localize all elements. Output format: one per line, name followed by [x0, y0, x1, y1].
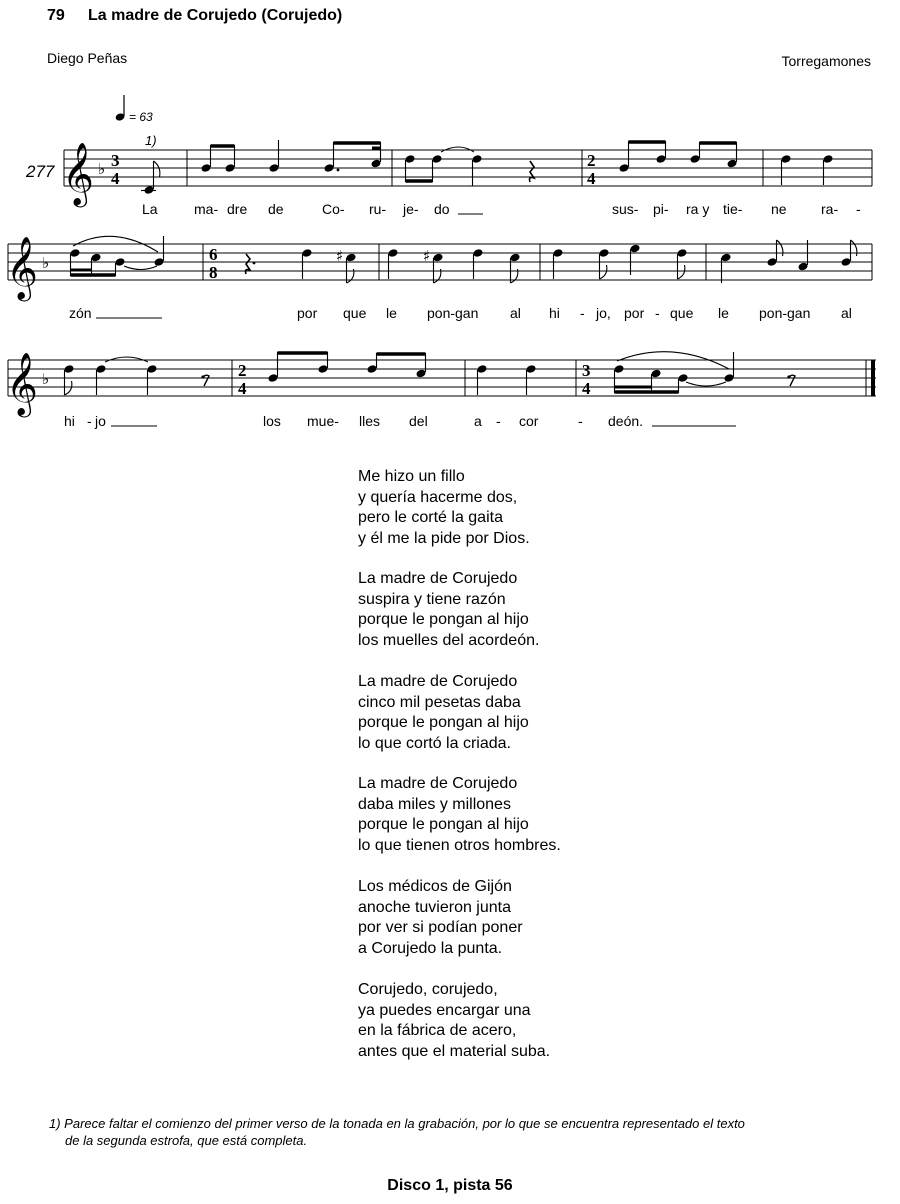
svg-text:ra y: ra y [686, 201, 710, 217]
verse-line: La madre de Corujedo [358, 775, 518, 792]
stanza [358, 467, 530, 549]
verse-line: lo que tienen otros hombres. [358, 836, 561, 854]
svg-text:del: del [409, 413, 428, 429]
verse-line: por ver si podían poner [358, 919, 523, 937]
svg-text:pon-gan: pon-gan [427, 305, 479, 321]
time-signature-2-4-b [238, 361, 247, 398]
svg-text:al: al [510, 305, 521, 321]
song-number: 79 [47, 7, 65, 24]
svg-text:al: al [841, 305, 852, 321]
system-number: 277 [26, 162, 55, 181]
song-title: La madre de Corujedo (Corujedo) [88, 7, 343, 24]
flat-key-signature-icon: ♭ [98, 160, 106, 178]
staff-system-1 [64, 150, 872, 186]
treble-clef-icon: 𝄞 [6, 352, 38, 415]
verse-line: Me hizo un fillo [358, 468, 465, 485]
svg-text:ne: ne [771, 201, 787, 217]
footnote-line-1: 1) Parece faltar el comienzo del primer verso de la tonada en la grabación, por lo que se encuentra representado el texto [49, 1116, 745, 1131]
svg-text:do: do [434, 201, 450, 217]
verse-line: y él me la pide por Dios. [358, 529, 530, 547]
verse-line: suspira y tiene razón [358, 590, 506, 608]
svg-text:ra-: ra- [821, 201, 839, 217]
svg-text:4: 4 [587, 169, 596, 188]
svg-text:2: 2 [587, 151, 596, 170]
verse-line: porque le pongan al hijo [358, 611, 529, 629]
svg-text:♯: ♯ [423, 247, 431, 265]
svg-text:cor: cor [519, 413, 539, 429]
svg-text:pi-: pi- [653, 201, 669, 217]
svg-text:dre: dre [227, 201, 248, 217]
verse-line: a Corujedo la punta. [358, 939, 503, 957]
verse-line: porque le pongan al hijo [358, 816, 529, 834]
svg-text:tie-: tie- [723, 201, 743, 217]
notes-system-2 [69, 236, 856, 283]
verse-line: Los médicos de Gijón [358, 878, 512, 895]
lyrics-line-2 [69, 305, 852, 321]
verse-line: ya puedes encargar una [358, 1001, 531, 1019]
verse-line: lo que cortó la criada. [358, 734, 511, 752]
flat-key-signature-icon: ♭ [42, 254, 50, 272]
svg-text:mue-: mue- [307, 413, 339, 429]
singer-name: Diego Peñas [47, 50, 128, 66]
svg-text:hi: hi [549, 305, 560, 321]
lyrics-line-3 [64, 413, 736, 429]
svg-text:-: - [87, 413, 92, 429]
svg-text:hi: hi [64, 413, 75, 429]
staff-system-2 [8, 244, 872, 280]
svg-text:pon-gan: pon-gan [759, 305, 811, 321]
staff-system-3 [8, 360, 876, 396]
svg-text:ma-: ma- [194, 201, 219, 217]
svg-text:3: 3 [111, 151, 120, 170]
svg-text:sus-: sus- [612, 201, 639, 217]
verse-line: porque le pongan al hijo [358, 714, 529, 732]
tempo-text: = 63 [129, 110, 153, 124]
svg-text:que: que [343, 305, 367, 321]
svg-text:jo,: jo, [596, 305, 611, 321]
svg-text:jo: jo [95, 413, 106, 429]
music-score [0, 0, 900, 440]
svg-text:3: 3 [582, 361, 591, 380]
verse-line: en la fábrica de acero, [358, 1022, 517, 1040]
verse-line: y quería hacerme dos, [358, 488, 518, 506]
svg-text:por: por [624, 305, 645, 321]
stanza [358, 569, 539, 651]
svg-text:ru-: ru- [369, 201, 387, 217]
svg-text:8: 8 [209, 263, 218, 282]
disc-track-label: Disco 1, pista 56 [387, 1177, 513, 1194]
stanza [358, 980, 550, 1062]
svg-text:je-: je- [403, 201, 419, 217]
time-signature-3-4 [111, 151, 120, 188]
svg-text:los: los [263, 413, 281, 429]
svg-text:por: por [297, 305, 318, 321]
svg-text:-: - [578, 413, 583, 429]
verse-line: Corujedo, corujedo, [358, 981, 498, 998]
tempo-marking [115, 95, 153, 124]
time-signature-3-4-b [582, 361, 591, 398]
place-name: Torregamones [781, 53, 871, 69]
notes-system-1 [141, 140, 834, 195]
stanza [358, 877, 523, 959]
svg-text:le: le [386, 305, 397, 321]
svg-text:♯: ♯ [336, 247, 344, 265]
footnote-marker: 1) [145, 133, 157, 148]
treble-clef-icon: 𝄞 [6, 236, 38, 299]
time-signature-6-8 [209, 245, 218, 282]
stanza [358, 774, 561, 856]
verse-line: cinco mil pesetas daba [358, 693, 521, 711]
svg-text:-: - [580, 305, 585, 321]
svg-text:La: La [142, 201, 158, 217]
svg-text:-: - [655, 305, 660, 321]
verse-line: antes que el material suba. [358, 1042, 551, 1060]
notes-system-3 [63, 352, 795, 395]
footnote-line-2: de la segunda estrofa, que está completa. [65, 1133, 308, 1148]
svg-text:le: le [718, 305, 729, 321]
footnote [49, 1115, 745, 1149]
treble-clef-icon: 𝄞 [62, 142, 94, 205]
verse-line: anoche tuvieron junta [358, 898, 511, 916]
lyrics-line-1 [142, 201, 861, 217]
stanza [358, 672, 529, 754]
verse-line: La madre de Corujedo [358, 570, 518, 587]
time-signature-2-4-a [587, 151, 596, 188]
verse-line: los muelles del acordeón. [358, 631, 540, 649]
verse-line: pero le corté la gaita [358, 509, 503, 527]
svg-text:4: 4 [238, 379, 247, 398]
svg-text:-: - [856, 201, 861, 217]
verse-line: La madre de Corujedo [358, 673, 518, 690]
flat-key-signature-icon: ♭ [42, 370, 50, 388]
svg-text:que: que [670, 305, 694, 321]
svg-text:a: a [474, 413, 482, 429]
svg-text:zón: zón [69, 305, 92, 321]
svg-text:de: de [268, 201, 284, 217]
svg-text:lles: lles [359, 413, 381, 429]
svg-text:2: 2 [238, 361, 247, 380]
svg-text:4: 4 [582, 379, 591, 398]
svg-text:4: 4 [111, 169, 120, 188]
verse-line: daba miles y millones [358, 795, 511, 813]
svg-text:deón.: deón. [608, 413, 644, 429]
svg-text:Co-: Co- [322, 201, 345, 217]
svg-text:-: - [496, 413, 501, 429]
svg-text:6: 6 [209, 245, 218, 264]
